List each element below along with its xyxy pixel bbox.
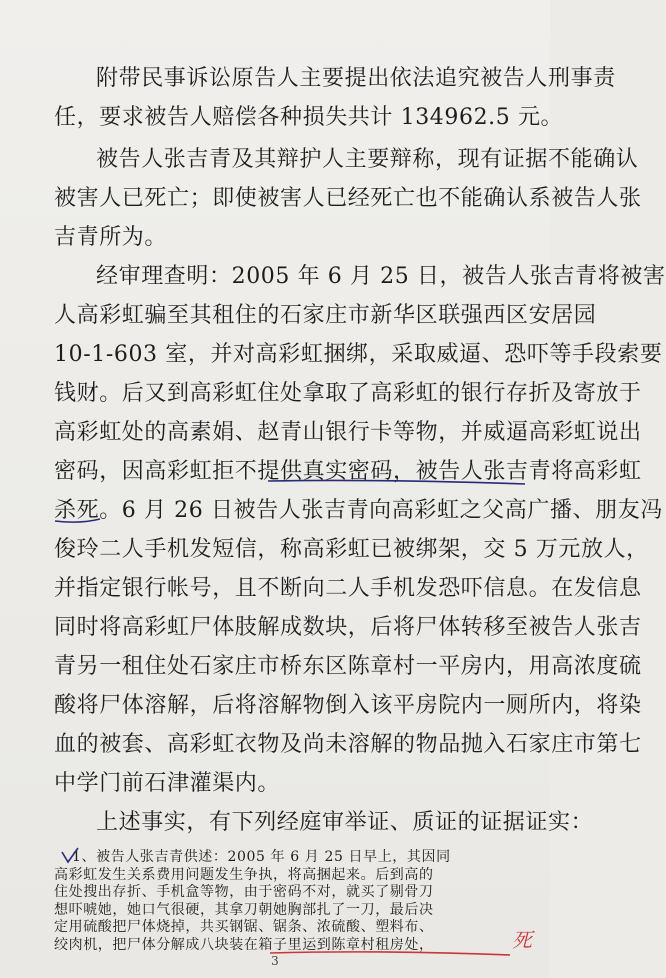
text-line: 并指定银行帐号，且不断向二人手机发恐吓信息。在发信息 (54, 576, 642, 601)
text-line: 任，要求被告人赔偿各种损失共计 134962.5 元。 (54, 105, 564, 130)
text-line: 俊玲二人手机发短信，称高彩虹已被绑架，交 5 万元放人， (54, 537, 649, 562)
text-line: 绞肉机，把尸体分解成八块装在箱子里运到陈章村租房处， (54, 936, 434, 953)
text-line: 杀死。6 月 26 日被告人张吉青向高彩虹之父高广播、朋友冯 (54, 498, 663, 523)
text-line: 10-1-603 室，并对高彩虹捆绑，采取威逼、恐吓等手段索要 (54, 342, 663, 367)
text-line: 被害人已死亡；即使被害人已经死亡也不能确认系被告人张 (54, 186, 642, 211)
page-number: 3 (271, 954, 279, 968)
text-line: 人高彩虹骗至其租住的石家庄市新华区联强西区安居园 (54, 303, 597, 328)
text-line: 想吓唬她，她口气很硬，其拿刀朝她胸部扎了一刀，最后决 (54, 901, 434, 918)
text-line: 高彩虹发生关系费用问题发生争执，将高捆起来。后到高的 (54, 866, 434, 883)
text-line: 定用硫酸把尸体烧掉，共买钢锯、锯条、浓硫酸、塑料布、 (54, 919, 434, 935)
text-line: 中学门前石津灌渠内。 (54, 771, 281, 796)
text-line: 酸将尸体溶解，后将溶解物倒入该平房院内一厕所内，将染 (54, 693, 642, 718)
text-line: 血的被套、高彩虹衣物及尚未溶解的物品抛入石家庄市第七 (54, 732, 642, 757)
text-line: 青另一租住处石家庄市桥东区陈章村一平房内，用高浓度硫 (54, 654, 642, 679)
text-line: 附带民事诉讼原告人主要提出依法追究被告人刑事责 (96, 66, 616, 91)
text-line: 1、被告人张吉青供述：2005 年 6 月 25 日早上，其因同 (72, 849, 451, 865)
text-line: 吉青所为。 (54, 225, 168, 250)
handwritten-annotation: 死 (512, 928, 532, 952)
text-line: 高彩虹处的高素娟、赵青山银行卡等物，并威逼高彩虹说出 (54, 420, 642, 445)
text-line: 密码，因高彩虹拒不提供真实密码，被告人张吉青将高彩虹 (54, 459, 642, 484)
text-line: 被告人张吉青及其辩护人主要辩称，现有证据不能确认 (96, 147, 639, 172)
text-line: 住处搜出存折、手机盒等物，由于密码不对，就买了剔骨刀 (54, 884, 434, 900)
text-line: 钱财。后又到高彩虹住处拿取了高彩虹的银行存折及寄放于 (54, 381, 642, 406)
text-line: 同时将高彩虹尸体肢解成数块，后将尸体转移至被告人张吉 (54, 615, 642, 640)
text-line: 上述事实，有下列经庭审举证、质证的证据证实： (96, 810, 594, 835)
text-line: 经审理查明：2005 年 6 月 25 日，被告人张吉青将被害 (96, 264, 666, 289)
